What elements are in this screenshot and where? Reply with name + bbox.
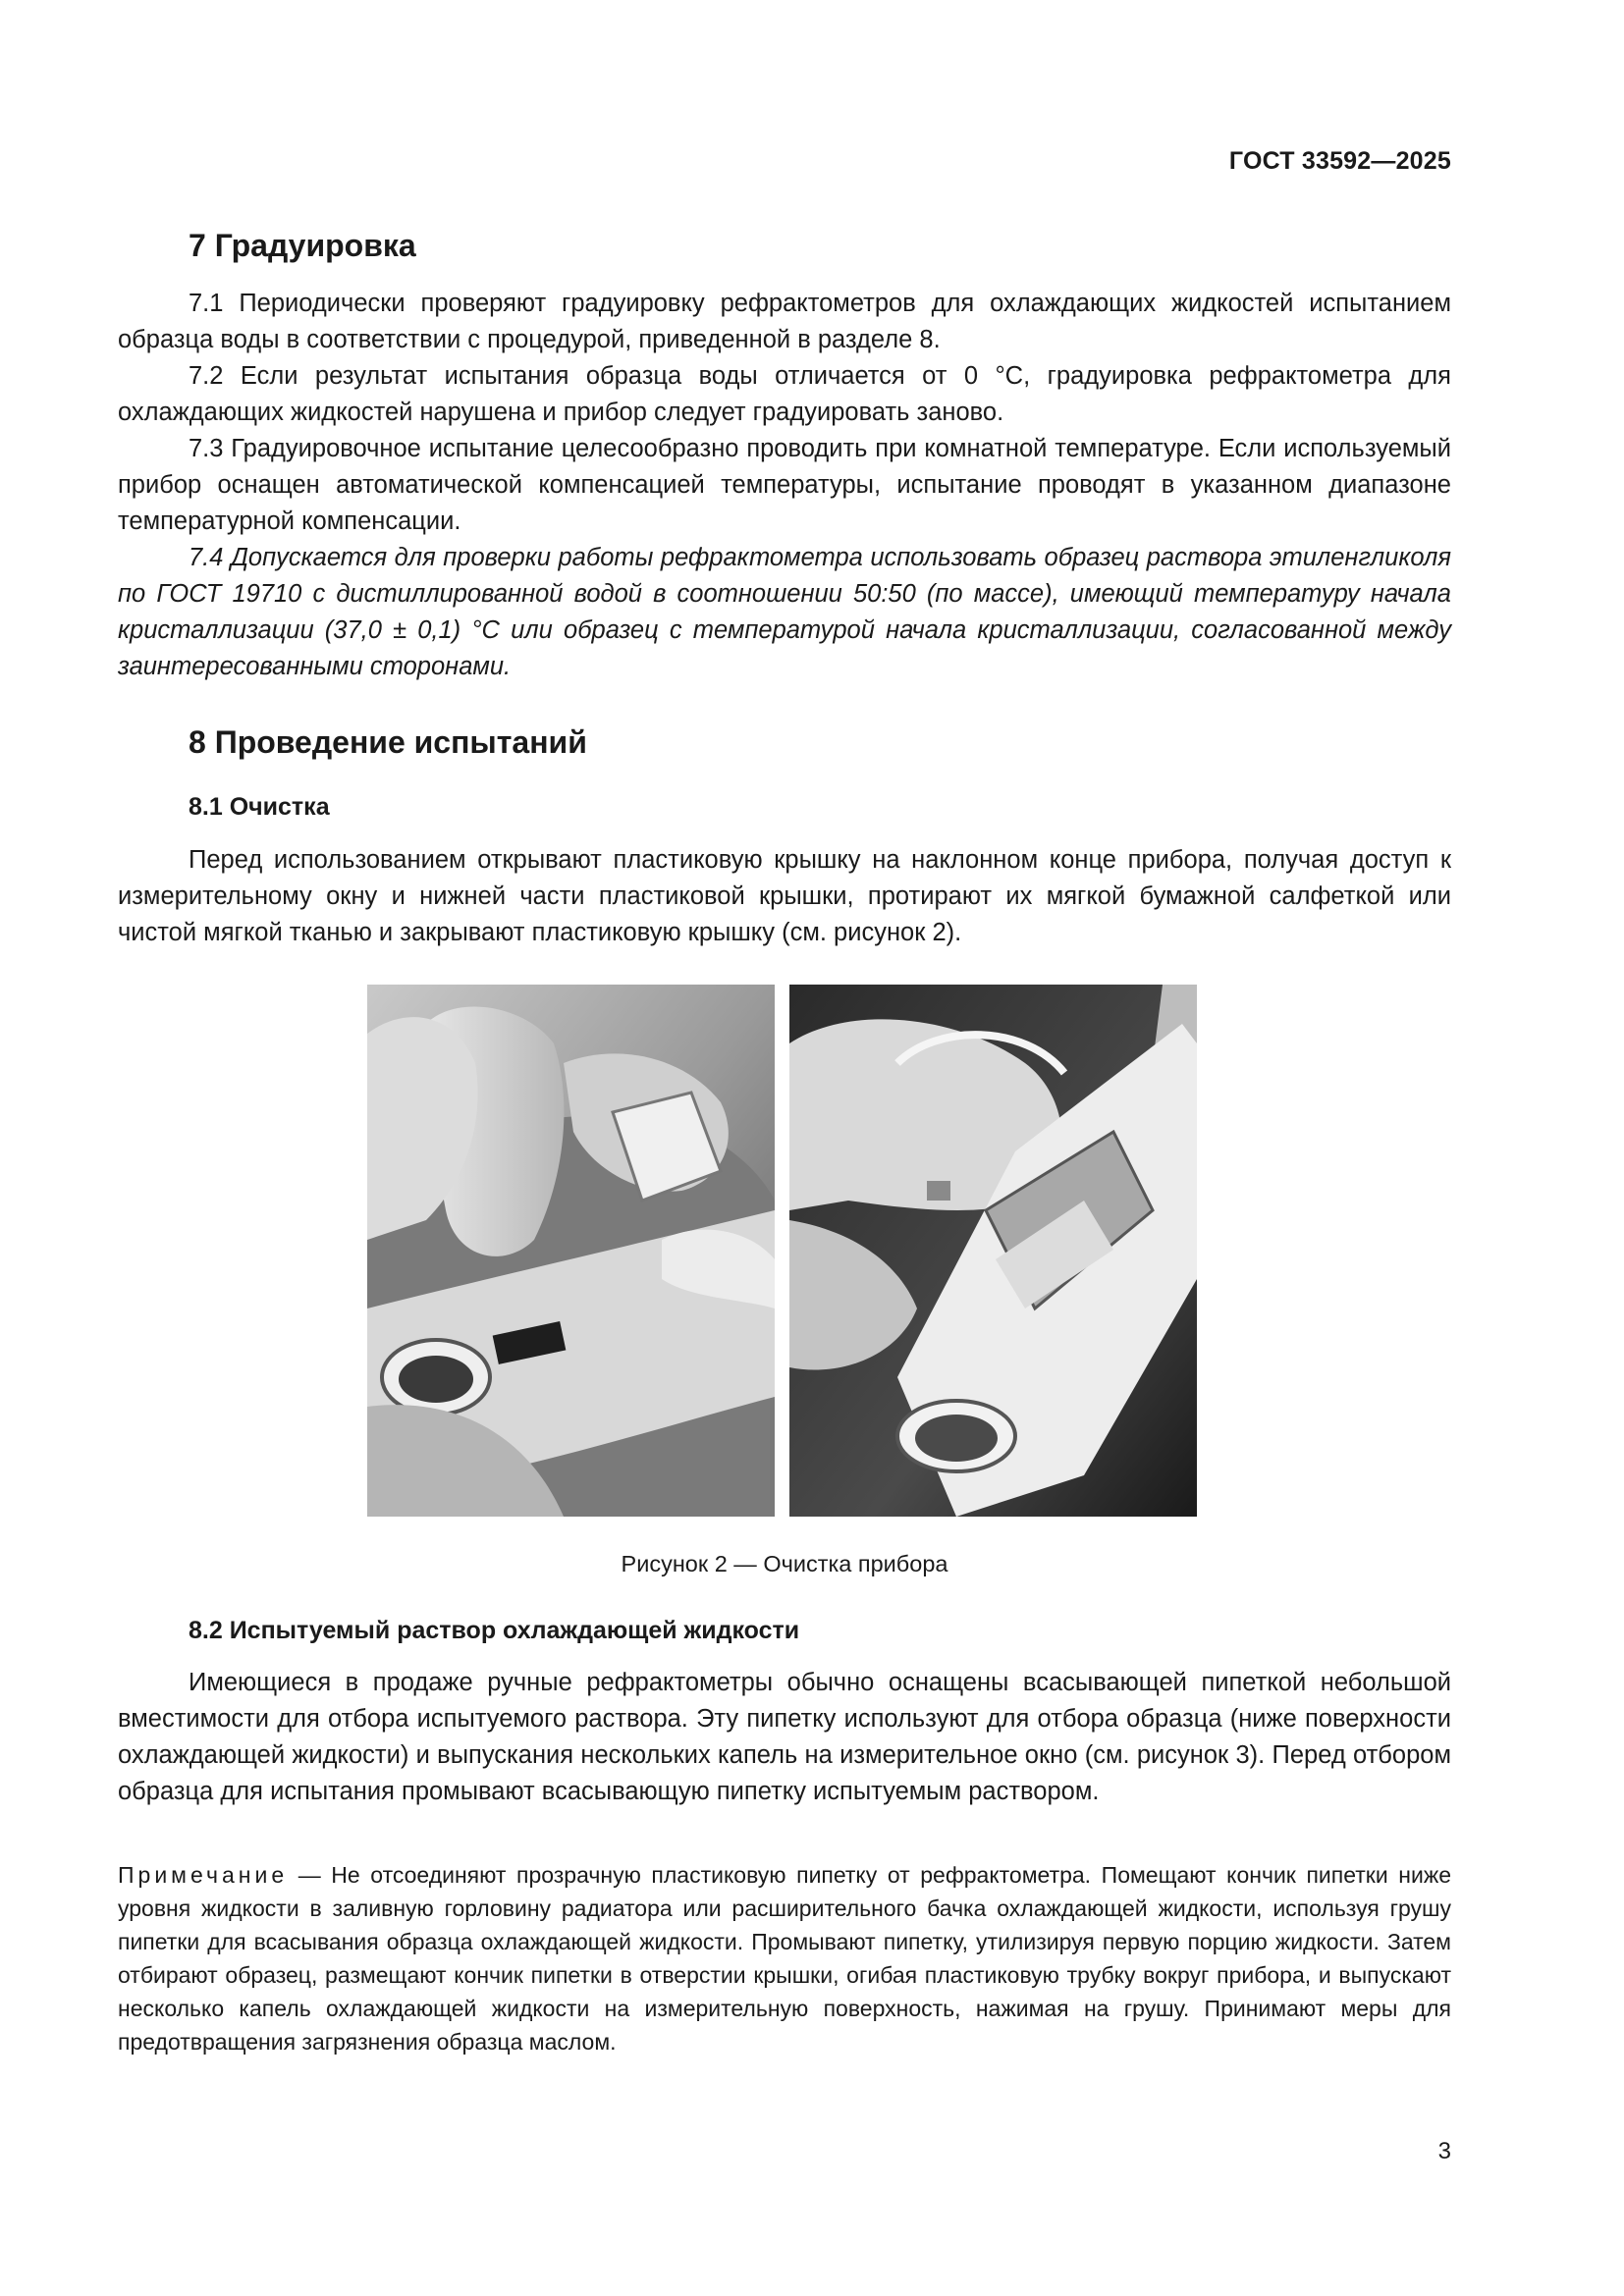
section-8-title: 8 Проведение испытаний bbox=[189, 724, 587, 760]
subsection-8-2-title: 8.2 Испытуемый раствор охлаждающей жидкости bbox=[189, 1617, 800, 1644]
note-paragraph bbox=[118, 1858, 1451, 2058]
figure-2-caption: Рисунок 2 — Очистка прибора bbox=[621, 1551, 948, 1576]
paragraph-7-3: 7.3 Градуировочное испытание целесообразно проводить при комнатной температуре. Если используемый прибор оснащен автоматической компенсацией температуры, испытание проводят в указанном диапазоне температурной компенсации. bbox=[118, 435, 1451, 535]
paragraph-8-2: Имеющиеся в продаже ручные рефрактометры обычно оснащены всасывающей пипеткой небольшой вместимости для отбора испытуемого раствора. Эту пипетку используют для отбора образца (ниже поверхности охлаждающей жидкости) и выпускания нескольких капель на измерительное окно (см. рисунок 3). Перед отбором образца для испытания промывают всасывающую пипетку испытуемым раствором. bbox=[118, 1669, 1451, 1805]
paragraph-7-2: 7.2 Если результат испытания образца воды отличается от 0 °С, градуировка рефрактометра для охлаждающих жидкостей нарушена и прибор следует градуировать заново. bbox=[118, 362, 1451, 426]
note-text: — Не отсоединяют прозрачную пластиковую пипетку от рефрактометра. Помещают кончик пипетки ниже уровня жидкости в заливную горловину радиатора или расширительного бачка охлаждающей жидкости, используя грушу пипетки для всасывания образца охлаждающей жидкости. Промывают пипетку, утилизируя первую порцию жидкости. Затем отбирают образец, размещают кончик пипетки в отверстии крышки, огибая пластиковую трубку вокруг прибора, и выпускают несколько капель охлаждающей жидкости на измерительную поверхность, нажимая на грушу. Принимают меры для предотвращения загрязнения образца маслом. bbox=[118, 1862, 1451, 2055]
standard-code: ГОСТ 33592—2025 bbox=[1228, 147, 1451, 175]
photo-cleaning-left bbox=[367, 985, 775, 1517]
paragraph-8-1: Перед использованием открывают пластиковую крышку на наклонном конце прибора, получая доступ к измерительному окну и нижней части пластиковой крышки, протирают их мягкой бумажной салфеткой или чистой мягкой тканью и закрывают пластиковую крышку (см. рисунок 2). bbox=[118, 846, 1451, 946]
photo-cleaning-right bbox=[789, 985, 1197, 1517]
figure-2 bbox=[367, 985, 1197, 1517]
note-label: Примечание bbox=[118, 1862, 289, 1888]
section-7-title: 7 Градуировка bbox=[189, 228, 416, 263]
page-number: 3 bbox=[1437, 2138, 1451, 2164]
paragraph-7-1: 7.1 Периодически проверяют градуировку рефрактометров для охлаждающих жидкостей испытанием образца воды в соответствии с процедурой, приведенной в разделе 8. bbox=[118, 290, 1451, 353]
subsection-8-1-title: 8.1 Очистка bbox=[189, 793, 330, 821]
paragraph-7-4: 7.4 Допускается для проверки работы рефрактометра использовать образец раствора этиленгликоля по ГОСТ 19710 с дистиллированной водой в соотношении 50:50 (по массе), имеющий температуру начала кристаллизации (37,0 ± 0,1) °С или образец с температурой начала кристаллизации, согласованной между заинтересованными сторонами. bbox=[118, 544, 1451, 680]
